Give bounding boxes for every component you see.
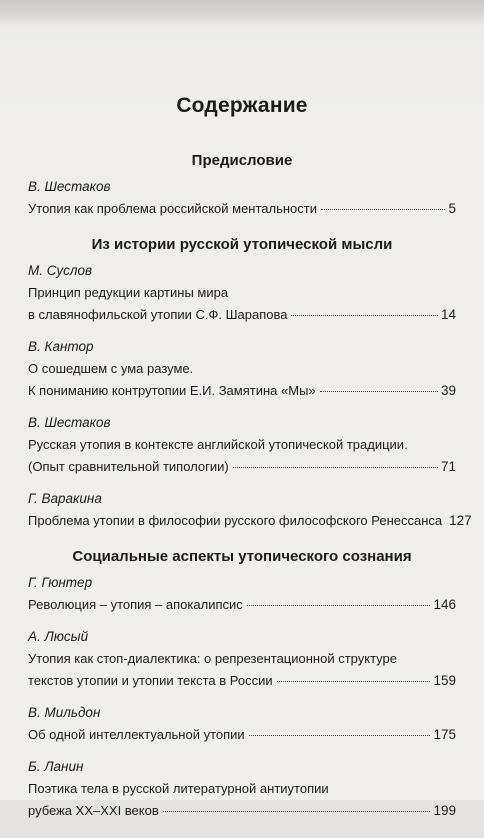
entry-title-part: О сошедшем с ума разуме. bbox=[28, 361, 194, 376]
dot-leader bbox=[291, 314, 437, 316]
entry-title-line bbox=[28, 724, 456, 746]
toc-section-preface bbox=[28, 152, 456, 220]
entry-title-part: Поэтика тела в русской литературной антиутопии bbox=[28, 781, 329, 796]
toc-entry bbox=[28, 415, 456, 478]
toc-section-history bbox=[28, 236, 472, 532]
entry-title: в славянофильской утопии С.Ф. Шарапова bbox=[28, 307, 288, 322]
page-number: 39 bbox=[440, 383, 456, 398]
entry-author: В. Кантор bbox=[28, 339, 94, 354]
section-title: Из истории русской утопической мысли bbox=[91, 236, 393, 253]
page-number: 175 bbox=[433, 727, 456, 742]
toc-entry bbox=[28, 491, 472, 532]
page-number: 71 bbox=[440, 459, 456, 474]
entry-author: Б. Ланин bbox=[28, 759, 84, 774]
entry-title: Проблема утопии в философии русского философского Ренессанса bbox=[28, 513, 443, 528]
dot-leader bbox=[277, 680, 431, 682]
entry-author: А. Люсый bbox=[28, 629, 89, 644]
table-of-contents bbox=[28, 94, 472, 838]
entry-title-line bbox=[28, 594, 456, 616]
entry-title-part: Русская утопия в контексте английской утопической традиции. bbox=[28, 437, 408, 452]
page-number: 146 bbox=[433, 597, 456, 612]
page-title: Содержание bbox=[176, 94, 308, 117]
entry-title: рубежа XX–XXI веков bbox=[28, 803, 159, 818]
entry-author: В. Шестаков bbox=[28, 179, 111, 194]
entry-title: Об одной интеллектуальной утопии bbox=[28, 727, 245, 742]
toc-entry bbox=[28, 179, 456, 220]
page-top-edge bbox=[0, 0, 484, 24]
entry-title-line bbox=[28, 198, 456, 220]
page-number: 5 bbox=[448, 201, 456, 216]
toc-entry bbox=[28, 705, 456, 746]
entry-title: Революция – утопия – апокалипсис bbox=[28, 597, 243, 612]
dot-leader bbox=[247, 604, 431, 606]
entry-title-line bbox=[28, 670, 456, 692]
entry-author: М. Суслов bbox=[28, 263, 93, 278]
entry-title-line bbox=[28, 800, 456, 822]
entry-title-line bbox=[28, 510, 472, 532]
entry-title-part: Принцип редукции картины мира bbox=[28, 285, 229, 300]
dot-leader bbox=[320, 390, 438, 392]
page-number: 127 bbox=[449, 513, 472, 528]
section-title: Социальные аспекты утопического сознания bbox=[72, 548, 412, 565]
toc-entry bbox=[28, 263, 456, 326]
page-number: 159 bbox=[433, 673, 456, 688]
toc-entry bbox=[28, 629, 456, 692]
toc-entry bbox=[28, 575, 456, 616]
entry-author: В. Шестаков bbox=[28, 415, 111, 430]
section-title: Предисловие bbox=[191, 152, 293, 169]
dot-leader bbox=[163, 810, 431, 812]
page-number: 199 bbox=[433, 803, 456, 818]
entry-title-line bbox=[28, 304, 456, 326]
entry-title-line bbox=[28, 380, 456, 402]
entry-author: В. Мильдон bbox=[28, 705, 101, 720]
page-number: 14 bbox=[440, 307, 456, 322]
entry-author: Г. Гюнтер bbox=[28, 575, 93, 590]
dot-leader bbox=[233, 466, 438, 468]
toc-entry bbox=[28, 759, 456, 822]
dot-leader bbox=[249, 734, 431, 736]
entry-title: Утопия как проблема российской ментальности bbox=[28, 201, 317, 216]
dot-leader bbox=[321, 208, 445, 210]
entry-title: К пониманию контрутопии Е.И. Замятина «Мы» bbox=[28, 383, 316, 398]
toc-entry bbox=[28, 339, 456, 402]
entry-title-line bbox=[28, 456, 456, 478]
toc-section-social bbox=[28, 548, 456, 822]
entry-author: Г. Варакина bbox=[28, 491, 102, 506]
entry-title-part: Утопия как стоп-диалектика: о репрезентационной структуре bbox=[28, 651, 397, 666]
entry-title: текстов утопии и утопии текста в России bbox=[28, 673, 273, 688]
entry-title: (Опыт сравнительной типологии) bbox=[28, 459, 229, 474]
